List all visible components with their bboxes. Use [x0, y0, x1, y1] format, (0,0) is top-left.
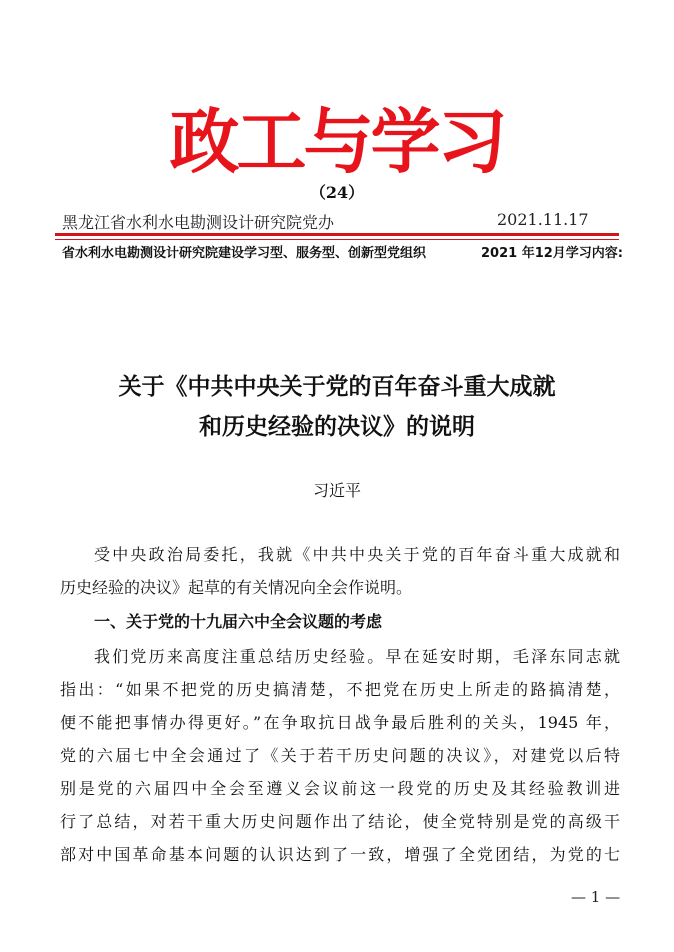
subline-right: 2021 年12月学习内容:	[481, 246, 623, 261]
article-author: 习近平	[312, 481, 361, 500]
issue-number: （24）	[309, 183, 365, 202]
article-title-line-1: 关于《中共中央关于党的百年奋斗重大成就	[118, 374, 556, 400]
body-line: 别是党的六届四中全会至遵义会议前这一段党的历史及其经验教训进	[60, 779, 620, 798]
intro-line: 受中央政治局委托，我就《中共中央关于党的百年奋斗重大成就和	[94, 545, 620, 564]
article-title-line-2: 和历史经验的决议》的说明	[199, 414, 475, 440]
body-line: 便不能把事情办得更好。”在争取抗日战争最后胜利的关头，1945 年，	[60, 713, 620, 732]
masthead-title: 政工与学习	[169, 100, 505, 183]
subline-left: 省水利水电勘测设计研究院建设学习型、服务型、创新型党组织	[62, 246, 427, 261]
body-paragraph	[60, 640, 620, 871]
body-line: 部对中国革命基本问题的认识达到了一致，增强了全党团结，为党的七	[60, 845, 620, 864]
body-line: 行了总结，对若干重大历史问题作出了结论，使全党特别是党的高级干	[60, 812, 620, 831]
body-line: 我们党历来高度注重总结历史经验。早在延安时期，毛泽东同志就	[94, 647, 620, 666]
header-rule-thin	[55, 239, 619, 240]
intro-line: 历史经验的决议》起草的有关情况向全会作说明。	[60, 578, 413, 597]
issue-date: 2021.11.17	[497, 210, 589, 229]
header-rule-thick	[55, 233, 619, 236]
body-line: 党的六届七中全会通过了《关于若干历史问题的决议》，对建党以后特	[60, 746, 620, 765]
body-line: 指出：“如果不把党的历史搞清楚，不把党在历史上所走的路搞清楚，	[60, 680, 620, 699]
intro-paragraph	[60, 538, 620, 604]
organization-name: 黑龙江省水利水电勘测设计研究院党办	[62, 213, 335, 232]
section-heading: 一、关于党的十九届六中全会议题的考虑	[94, 612, 383, 631]
page-number: — 1 —	[571, 888, 621, 906]
